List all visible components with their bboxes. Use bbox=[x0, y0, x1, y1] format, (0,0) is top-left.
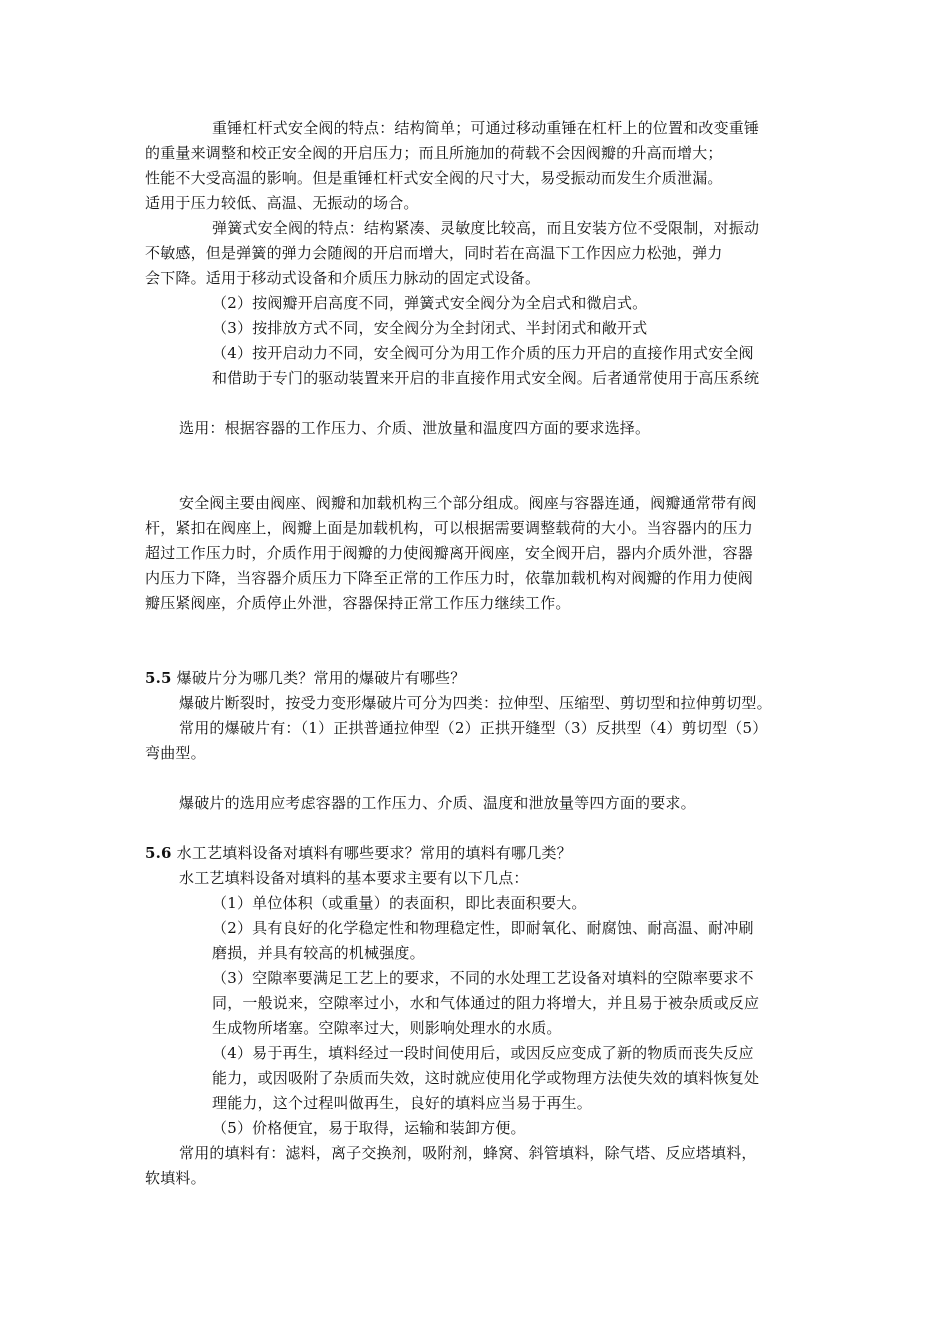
list-item: 理能力，这个过程叫做再生，良好的填料应当易于再生。 bbox=[212, 1094, 593, 1112]
question-heading bbox=[145, 840, 572, 866]
question-heading bbox=[145, 665, 465, 691]
list-item: （3）空隙率要满足工艺上的要求，不同的水处理工艺设备对填料的空隙率要求不 bbox=[212, 969, 754, 987]
selection-note: 选用：根据容器的工作压力、介质、泄放量和温度四方面的要求选择。 bbox=[179, 419, 651, 437]
text-line: 软填料。 bbox=[145, 1169, 206, 1187]
text-line: 安全阀主要由阀座、阀瓣和加载机构三个部分组成。阀座与容器连通，阀瓣通常带有阀 bbox=[179, 494, 757, 512]
list-item: 磨损，并具有较高的机械强度。 bbox=[212, 944, 425, 962]
text-line: 的重量来调整和校正安全阀的开启压力；而且所施加的荷载不会因阀瓣的升高而增大； bbox=[145, 144, 723, 162]
text-line: 水工艺填料设备对填料的基本要求主要有以下几点： bbox=[179, 869, 529, 887]
text-line: 重锤杠杆式安全阀的特点：结构简单；可通过移动重锤在杠杆上的位置和改变重锤 bbox=[212, 119, 760, 137]
list-item: （3）按排放方式不同，安全阀分为全封闭式、半封闭式和敞开式 bbox=[212, 319, 648, 337]
question-number: 5.6 bbox=[145, 844, 172, 862]
text-line: 瓣压紧阀座，介质停止外泄，容器保持正常工作压力继续工作。 bbox=[145, 594, 571, 612]
text-line: 常用的爆破片有：（1）正拱普通拉伸型（2）正拱开缝型（3）反拱型（4）剪切型（5） bbox=[179, 719, 768, 737]
text-line: 弯曲型。 bbox=[145, 744, 206, 762]
text-line: 杆，紧扣在阀座上，阀瓣上面是加载机构，可以根据需要调整载荷的大小。当容器内的压力 bbox=[145, 519, 754, 537]
text-line: 会下降。适用于移动式设备和介质压力脉动的固定式设备。 bbox=[145, 269, 541, 287]
text-line: 爆破片断裂时，按受力变形爆破片可分为四类：拉伸型、压缩型、剪切型和拉伸剪切型。 bbox=[179, 694, 772, 712]
list-item: （4）易于再生，填料经过一段时间使用后，或因反应变成了新的物质而丧失反应 bbox=[212, 1044, 754, 1062]
question-number: 5.5 bbox=[145, 669, 172, 687]
list-item: 和借助于专门的驱动装置来开启的非直接作用式安全阀。后者通常使用于高压系统 bbox=[212, 369, 760, 387]
list-item: （1）单位体积（或重量）的表面积，即比表面积要大。 bbox=[212, 894, 587, 912]
list-item: （2）具有良好的化学稳定性和物理稳定性，即耐氧化、耐腐蚀、耐高温、耐冲刷 bbox=[212, 919, 754, 937]
text-line: 弹簧式安全阀的特点：结构紧凑、灵敏度比较高，而且安装方位不受限制，对振动 bbox=[212, 219, 760, 237]
text-line: 不敏感，但是弹簧的弹力会随阀的开启而增大，同时若在高温下工作因应力松弛，弹力 bbox=[145, 244, 723, 262]
list-item: 能力，或因吸附了杂质而失效，这时就应使用化学或物理方法使失效的填料恢复处 bbox=[212, 1069, 760, 1087]
question-text: 爆破片分为哪几类？常用的爆破片有哪些？ bbox=[176, 669, 466, 687]
text-line: 超过工作压力时，介质作用于阀瓣的力使阀瓣离开阀座，安全阀开启，器内介质外泄，容器 bbox=[145, 544, 754, 562]
list-item: 生成物所堵塞。空隙率过大，则影响处理水的水质。 bbox=[212, 1019, 562, 1037]
question-text: 水工艺填料设备对填料有哪些要求？常用的填料有哪几类？ bbox=[176, 844, 572, 862]
list-item: （4）按开启动力不同，安全阀可分为用工作介质的压力开启的直接作用式安全阀 bbox=[212, 344, 754, 362]
text-line: 适用于压力较低、高温、无振动的场合。 bbox=[145, 194, 419, 212]
text-line: 爆破片的选用应考虑容器的工作压力、介质、温度和泄放量等四方面的要求。 bbox=[179, 794, 696, 812]
text-line: 性能不大受高温的影响。但是重锤杠杆式安全阀的尺寸大，易受振动而发生介质泄漏。 bbox=[145, 169, 723, 187]
list-item: （2）按阀瓣开启高度不同，弹簧式安全阀分为全启式和微启式。 bbox=[212, 294, 648, 312]
list-item: 同，一般说来，空隙率过小，水和气体通过的阻力将增大，并且易于被杂质或反应 bbox=[212, 994, 760, 1012]
text-line: 常用的填料有：滤料，离子交换剂，吸附剂，蜂窝、斜管填料，除气塔、反应塔填料， bbox=[179, 1144, 757, 1162]
list-item: （5）价格便宜，易于取得，运输和装卸方便。 bbox=[212, 1119, 526, 1137]
text-line: 内压力下降，当容器介质压力下降至正常的工作压力时，依靠加载机构对阀瓣的作用力使阀 bbox=[145, 569, 754, 587]
